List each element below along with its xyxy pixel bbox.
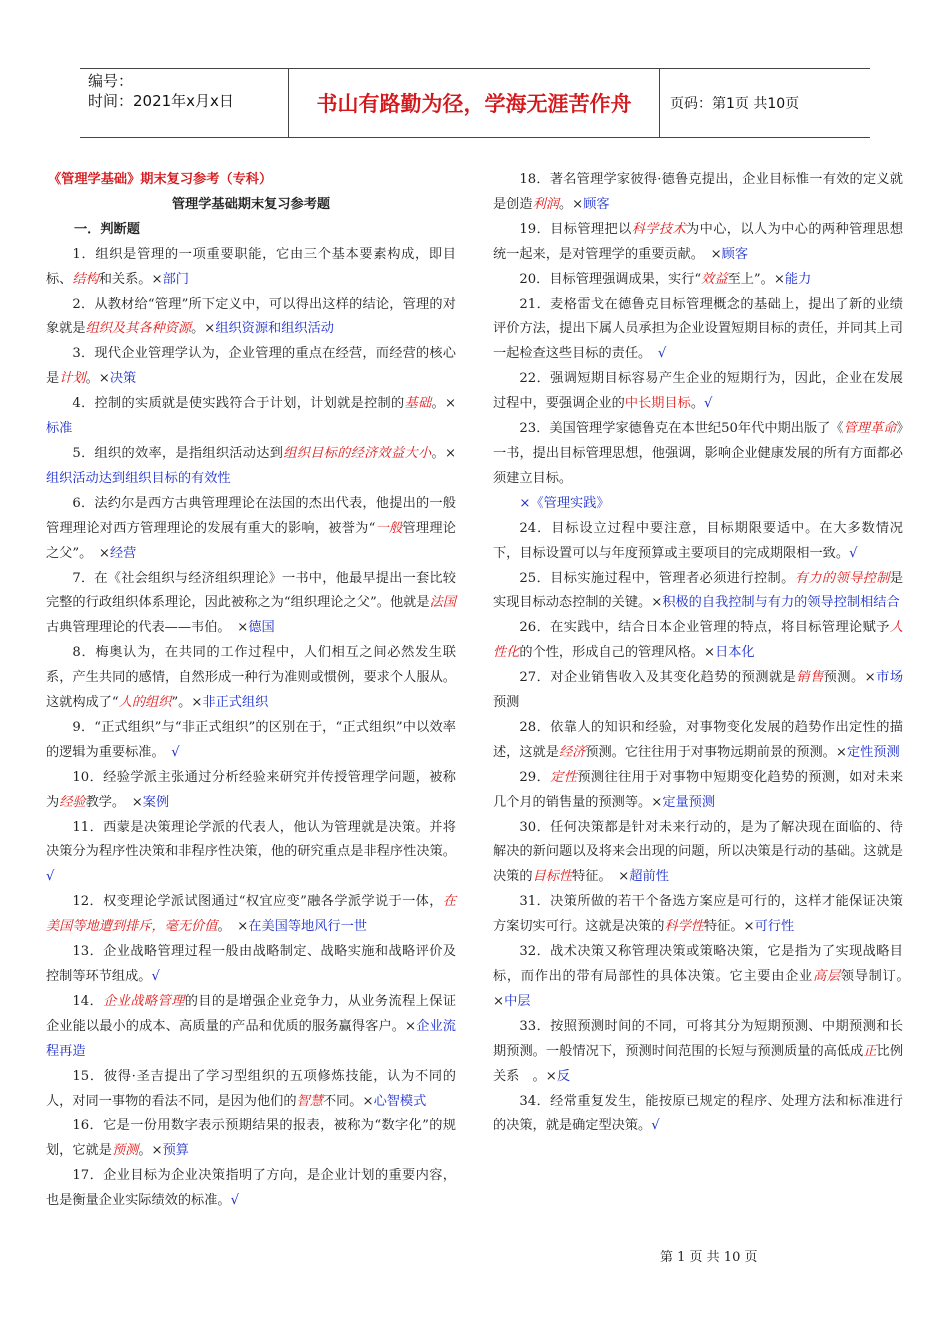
doc-number-label: 编号： [88,72,134,90]
question-item [46,990,456,1065]
answer-correction: √ [171,744,180,760]
answer-correction: 日本化 [715,645,755,661]
question-text: 10．经验学派主张通过分析经验来研究并传授管理学问题，被称为 [46,769,456,810]
question-item [493,616,903,666]
answer-correction: 顾客 [583,196,610,212]
answer-correction: √ [657,346,667,362]
question-item [493,816,903,891]
answer-correction: 超前性 [629,869,669,885]
answer-correction: 中层 [504,993,531,1009]
question-text: 33．按照预测时间的不同，可将其分为短期预测、中期预测和长期预测。一般情况下，预测时间范围的长短与预测质量的高低成 [493,1018,903,1059]
question-item [46,940,456,990]
wrong-term: 结构 [72,271,99,287]
answer-correction: 反 [556,1068,570,1084]
question-text: 16．它是一份用数字表示预期结果的报表，被称为“数字化”的规划，它就是 [46,1118,456,1159]
answer-correction: 市场 [875,670,904,686]
question-text: 不同。× [322,1093,374,1109]
question-text: 》一书，提出目标管理思想，他强调，影响企业健康发展的所有方面都必须建立目标。 [493,421,904,486]
question-text: 。× [558,196,584,212]
wrong-term: 科学技术 [631,221,687,237]
answer-correction: 定性预测 [846,744,900,760]
question-text: 特征。× [704,919,755,935]
header-page-label: 页码：第1页 共10页 [670,96,800,112]
question-item [493,666,903,716]
page-footer: 第 1 页 共 10 页 [660,1250,758,1265]
answer-correction: √ [704,396,713,412]
question-text: 32．战术决策又称管理决策或策略决策，它是指为了实现战略目标，而作出的带有局部性的具体决策。它主要由企业 [493,944,903,984]
answer-correction: 案例 [142,794,170,810]
wrong-term: 计划 [59,371,86,387]
question-item [46,342,456,392]
question-text: 13．企业战略管理过程一般由战略制定、战略实施和战略评价及控制等环节组成。 [46,944,456,984]
answer-correction: ×《管理实践》 [519,495,610,511]
question-item [46,293,456,343]
question-text: 。× [431,396,456,412]
question-text: 。× [191,321,216,337]
answer-correction: 顾客 [721,246,749,262]
question-text: 2．从教材给“管理”所下定义中，可以得出这样的结论，管理的对象就是 [46,296,456,337]
question-text: 7．在《社会组织与经济组织理论》一书中，他最早提出一套比较完整的行政组织体系理论，因此被称之为“组织理论之父”。他就是 [46,570,456,611]
question-text: 26．在实践中，结合日本企业管理的特点，将目标管理论赋予 [519,620,890,636]
wrong-term: 目标性 [532,869,573,885]
answer-correction: √ [849,545,858,561]
section-heading: 一．判断题 [74,221,140,237]
wrong-term: 经验 [59,794,86,810]
question-item [46,492,456,567]
question-text: 预测。× [823,670,876,686]
wrong-term: 有力的领导控制 [794,570,890,586]
question-item [493,417,903,492]
answer-correction: 德国 [248,620,275,636]
answer-correction: 决策 [109,371,137,387]
question-item [46,816,456,891]
question-item [493,766,903,816]
answer-correction: 部门 [162,271,189,287]
question-text: 12．权变理论学派试图通过“权宜应变”融各学派学说于一体， [72,894,443,910]
answer-correction: 积极的自我控制与有力的领导控制相结合 [662,595,900,611]
answer-correction: 可行性 [754,919,795,935]
question-text: 。 [690,396,704,412]
wrong-term: 组织及其各种资源 [85,321,192,337]
question-text: 23．美国管理学家德鲁克在本世纪50年代中期出版了《 [519,421,844,437]
question-text: 预测 [493,695,520,711]
doc-title: 《管理学基础》期末复习参考（专科） [48,172,273,187]
wrong-term: 在美国等地遭到排斥，毫无价值 [46,894,456,935]
wrong-term: 正 [863,1043,877,1059]
question-text: 31．决策所做的若干个备选方案应是可行的，这样才能保证决策方案切实可行。这就是决策的 [493,894,903,935]
question-text: 34．经常重复发生，能按原已规定的程序、处理方法和标准进行的决策，就是确定型决策。 [493,1093,903,1134]
question-item [46,1114,456,1164]
header-meta [80,69,289,137]
answer-correction: √ [651,1118,660,1134]
wrong-term: 预测 [111,1143,139,1159]
question-text: 预测。它往往用于对事物远期前景的预测。× [585,744,847,760]
question-item [46,1164,456,1214]
answer-correction: 在美国等地风行一世 [248,919,367,935]
question-item [493,293,903,368]
question-text: 30．任何决策都是针对未来行动的，是为了解决现在面临的、待解决的新问题以及将来会出现的问题，所以决策是行动的基础。这就是决策的 [493,819,903,885]
wrong-term: 组织目标的经济效益大小 [283,445,432,461]
question-text: 的个性，形成自己的管理风格。× [519,645,716,661]
right-question-list [493,168,917,1139]
question-item [493,367,903,417]
question-text: 4．控制的实质就是使实践符合于计划，计划就是控制的 [72,396,405,412]
question-text: 25．目标实施过程中，管理者必须进行控制。 [519,570,795,586]
question-item [493,268,903,293]
question-text: 。 × [217,919,249,935]
wrong-term: 管理革命 [843,421,897,437]
question-text: 是实现目标动态控制的关键。× [493,570,904,611]
question-item [46,442,456,492]
question-text: 22．强调短期目标容易产生企业的短期行为，因此，企业在发展过程中，要强调企业的 [493,371,903,412]
answer-correction: 组织资源和组织活动 [215,321,334,337]
question-text: 29． [519,769,551,785]
question-text: 8．梅奥认为，在共同的工作过程中，人们相互之间必然发生联系，产生共同的感情，自然形成一种行为准则或惯例，要求个人服从。这就构成了“ [46,645,456,711]
question-item [46,567,456,642]
page-header [80,68,870,138]
question-text: 15．彼得·圣吉提出了学习型组织的五项修炼技能，认为不同的人，对同一事物的看法不同，是因为他们的 [46,1068,456,1109]
question-item [46,392,456,442]
question-item [46,641,456,716]
question-text: 1．组织是管理的一项重要职能，它由三个基本要素构成，即目标、 [46,246,456,287]
question-text: 21．麦格雷戈在德鲁克目标管理概念的基础上，提出了新的业绩评价方法，提出下属人员承担为企业设置短期目标的责任，并同其上司一起检查这些目标的责任。 [493,296,903,362]
question-text: ”。× [171,695,203,711]
answer-correction: √ [46,869,55,885]
right-column [493,168,917,1139]
answer-correction: 经营 [109,545,137,561]
question-text: 比例关系 。× [493,1043,904,1084]
wrong-term: 人性化 [493,620,903,661]
question-item [493,492,903,517]
question-item [493,168,903,218]
question-text: 3．现代企业管理学认为，企业管理的重点在经营，而经营的核心是 [46,346,456,387]
question-item [493,1015,903,1090]
doc-subtitle: 管理学基础期末复习参考题 [171,196,331,212]
question-text: 14． [72,993,104,1009]
question-item [493,1090,903,1140]
question-item [493,890,903,940]
wrong-term: 利润 [532,196,559,212]
question-item [46,890,456,940]
wrong-term: 经济 [558,744,586,760]
question-text: 11．西蒙是决策理论学派的代表人，他认为管理就是决策。并将决策分为程序性决策和非程序性决策，他的研究重点是非程序性决策。 [46,819,456,860]
question-item [46,1065,456,1115]
question-item [493,517,903,567]
question-text: 预测往往用于对事物中短期变化趋势的预测，如对未来几个月的销售量的预测等。× [493,769,904,810]
question-item [46,243,456,293]
question-text: 6．法约尔是西方古典管理理论在法国的杰出代表，他提出的一般管理理论对西方管理理论的发展有重大的影响，被誉为“ [46,495,456,536]
answer-correction: 企业流程再造 [46,1018,456,1059]
question-item [493,218,903,268]
left-question-list [46,243,456,1214]
answer-correction: 定量预测 [662,794,716,810]
question-text: 18．著名管理学家彼得·德鲁克提出，企业目标惟一有效的定义就是创造 [493,172,903,212]
answer-correction: 预算 [162,1143,189,1159]
question-text: 17．企业目标为企业决策指明了方向，是企业计划的重要内容，也是衡量企业实际绩效的标准。 [46,1168,456,1209]
answer-correction: 能力 [784,271,812,287]
wrong-term: 基础 [404,396,432,412]
question-item [493,940,917,1015]
question-text: 和关系。× [98,271,163,287]
header-motto: 书山有路勤为径，学海无涯苦作舟 [289,69,660,137]
question-item [493,716,903,766]
question-text: 教学。 × [85,794,143,810]
question-text: 。× [431,445,456,461]
question-text: 特征。 × [572,869,630,885]
question-text: 24．目标设立过程中要注意，目标期限要适中。在大多数情况下，目标设置可以与年度预算或主要项目的完成期限相一致。 [493,520,903,561]
wrong-term: 企业战略管理 [103,993,185,1009]
question-text: 27．对企业销售收入及其变化趋势的预测就是 [519,670,797,686]
answer-correction: 标准 [46,421,73,437]
wrong-term: 智慧 [296,1093,323,1109]
answer-correction: 非正式组织 [202,695,269,711]
question-text: 至上”。× [727,271,785,287]
question-text: 为中心，以人为中心的两种管理思想统一起来，是对管理学的重要贡献。 × [493,221,904,262]
answer-correction: 组织活动达到组织目标的有效性 [46,470,231,486]
wrong-term: 人的组织 [118,695,172,711]
question-item [46,766,456,816]
wrong-term: 销售 [796,670,824,686]
question-text: 管理理论之父”。 × [46,520,456,561]
answer-correction: √ [151,969,160,984]
highlighted-term: 中长期目标 [624,396,691,412]
question-item [46,716,456,766]
doc-time-label: 时间：2021年x月x日 [88,92,234,110]
wrong-term: 一般 [375,520,403,536]
question-text: 古典管理理论的代表——韦伯。 × [46,620,249,636]
question-text: 领导制订。 × [493,969,917,1009]
answer-correction: √ [230,1193,240,1209]
question-text: 。× [138,1143,163,1159]
wrong-term: 法国 [429,595,456,611]
answer-correction: 心智模式 [373,1093,427,1109]
question-text: 9．“正式组织”与“非正式组织”的区别在于，“正式组织”中以效率的逻辑为重要标准。 [46,719,456,760]
question-text: 5．组织的效率，是指组织活动达到 [72,445,284,461]
wrong-term: 定性 [550,769,578,785]
question-text: 20．目标管理强调成果，实行“ [519,271,702,287]
wrong-term: 效益 [701,271,728,287]
question-text: 28．依靠人的知识和经验，对事物变化发展的趋势作出定性的描述，这就是 [493,719,903,760]
wrong-term: 高层 [812,969,841,984]
question-text: 。× [85,371,110,387]
question-text: 19．目标管理把以 [519,221,632,237]
question-item [493,567,903,617]
left-column [46,168,456,1214]
question-text: 的目的是增强企业竞争力，从业务流程上保证企业能以最小的成本、高质量的产品和优质的服务赢得客户。× [46,993,457,1034]
wrong-term: 科学性 [664,919,704,935]
